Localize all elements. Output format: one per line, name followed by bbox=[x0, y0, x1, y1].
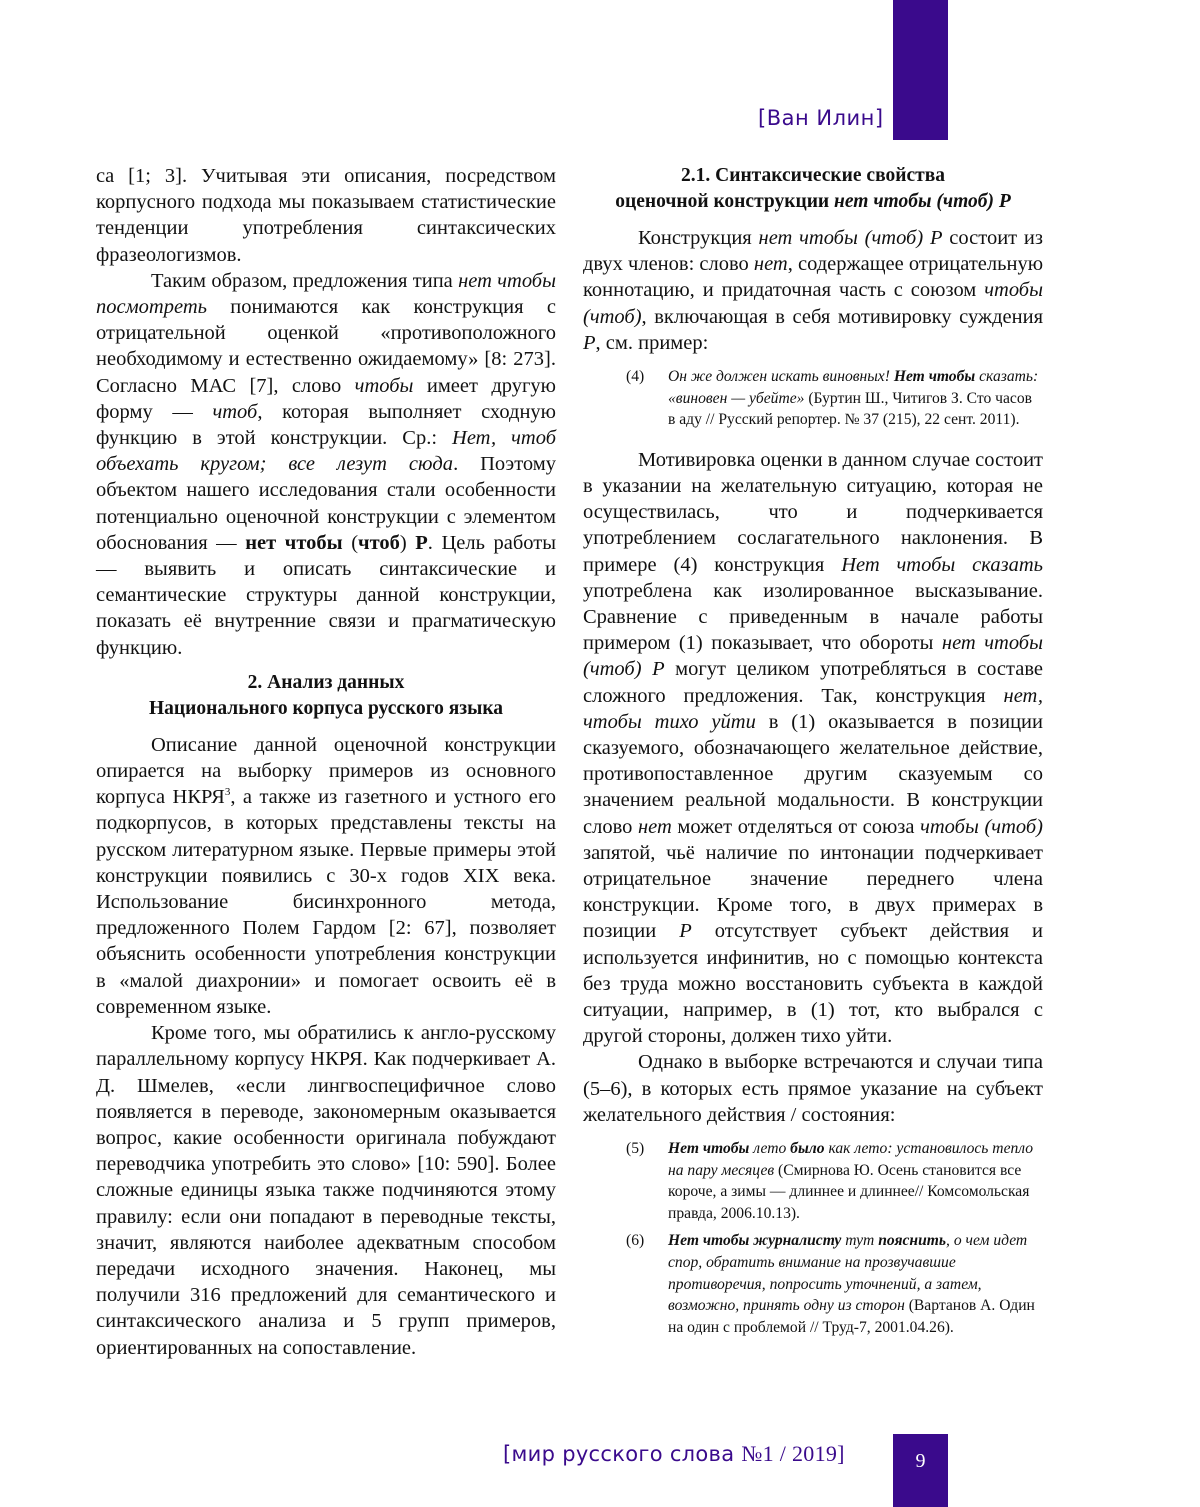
paragraph: Мотивировка оценки в данном случае состоит в указании на желательную ситуацию, которая не осуществилась, что и подчеркивается употреблением сослагательного наклонения. В примере (4) конструкция Нет чтобы сказать употреблена как изолированное высказывание. Сравнение с приведенным в начале работы примером (1) показывает, что обороты нет чтобы (чтоб) P могут целиком употребляться в составе сложного предложения. Так, конструкция нет, чтобы тихо уйти в (1) оказывается в позиции сказуемого, обозначающего желательное действие, противопоставленное другим сказуемым со значением реальной модальности. В конструкции слово нет может отделяться от союза чтобы (чтоб) запятой, чьё наличие по интонации подчеркивает отрицательное значение переднего члена конструкции. Кроме того, в двух примерах в позиции P отсутствует субъект действия и используется инфинитив, но с помощью контекста без труда можно восстановить субъекта в каждой ситуации, например, в (1) тот, кто выбрался с другой стороны, должен тихо уйти. bbox=[583, 448, 1044, 1048]
example-text: Он же должен искать виновных! Нет чтобы сказать: «виновен — убейте» (Буртин Ш., Читигов З. Сто часов в аду // Русский репортер. № 37 (215), 22 сент. 2011). bbox=[668, 368, 1039, 429]
paragraph: Описание данной оценочной конструкции опирается на выборку примеров из основного корпуса НКРЯ$^3$, а также из газетного и устного его подкорпусов, в которых представлены тексты на русском литературном языке. Первые примеры этой конструкции появились с 30-х годов XIX века. Использование бисинхронного метода, предложенного Полем Гардом [2: 67], позволяет объяснить особенности употребления конструкции в «малой диахронии» и помогает освоить её в современном языке. bbox=[96, 733, 556, 1018]
paragraph: Кроме того, мы обратились к англо-русскому параллельному корпусу НКРЯ. Как подчеркивает А. Д. Шмелев, «если лингвоспецифичное слово появляется в переводе, закономерным оказывается вопрос, какие особенности оригинала побуждают переводчика употребить это слово» [10: 590]. Более сложные единицы языка также подчиняются этому правилу: если они попадают в переводные тексты, значит, являются наиболее адекватным способом передачи исходного значения. Наконец, мы получили 316 предложений для семантического и синтаксического анализа и 5 групп примеров, ориентированных на сопоставление. bbox=[96, 1022, 556, 1359]
paragraph: Таким образом, предложения типа нет чтобы посмотреть понимаются как конструкция с отрицательной оценкой «противоположного необходимому и естественно ожидаемому» [8: 273]. Согласно МАС [7], слово чтобы имеет другую форму — чтоб, которая выполняет сходную функцию в этой конструкции. Ср.: Нет, чтоб объехать кругом; все лезут сюда. Поэтому объектом нашего исследования стали особенности потенциально оценочной конструкции с элементом обоснования — нет чтобы (чтоб) P. Цель работы — выявить и описать синтаксические и семантические структуры данной конструкции, показать её внутренние связи и прагматическую функцию. bbox=[96, 269, 557, 659]
page-number-tab bbox=[893, 1434, 948, 1507]
example-block bbox=[583, 1138, 1043, 1338]
section-heading-2-1: 2.1. Синтаксические свойства оценочной конструкции нет чтобы (чтоб) P bbox=[615, 165, 1011, 212]
example-block bbox=[583, 366, 1043, 431]
top-accent-tab bbox=[893, 0, 948, 140]
example-text: Нет чтобы лето было как лето: установилось тепло на пару месяцев (Смирнова Ю. Осень становится все короче, а зимы — длиннее и длиннее// Комсомольская правда, 2006.10.13). bbox=[668, 1140, 1034, 1222]
right-column bbox=[583, 163, 1043, 1344]
paragraph: Однако в выборке встречаются и случаи типа (5–6), в которых есть прямое указание на субъект желательного действия / состояния: bbox=[583, 1051, 1043, 1126]
example-6 bbox=[626, 1230, 1043, 1338]
example-5 bbox=[626, 1138, 1043, 1224]
journal-title: [мир русского слова bbox=[503, 1442, 735, 1466]
paragraph-continuation: ca [1; 3]. Учитывая эти описания, посредством корпусного подхода мы показываем статистические тенденции употребления синтаксических фразеологизмов. bbox=[96, 165, 556, 266]
page-number: 9 bbox=[915, 1450, 926, 1472]
example-text: Нет чтобы журналисту тут пояснить, о чем идет спор, обратить внимание на прозвучавшие противоречия, попросить уточнений, а затем, возможно, принять одну из сторон (Вартанов А. Один на один с проблемой // Труд-7, 2001.04.26). bbox=[668, 1232, 1035, 1336]
example-number: (6) bbox=[626, 1232, 645, 1250]
paragraph: Конструкция нет чтобы (чтоб) P состоит из двух членов: слово нет, содержащее отрицательную коннотацию, и придаточная часть с союзом чтобы (чтоб), включающая в себя мотивировку суждения P, см. пример: bbox=[583, 227, 1044, 354]
left-column bbox=[96, 163, 556, 1361]
example-number: (5) bbox=[626, 1140, 645, 1158]
journal-footer bbox=[503, 1441, 845, 1467]
section-heading-2: 2. Анализ данных Национального корпуса русского языка bbox=[148, 671, 504, 719]
running-header-author: [Ван Илин] bbox=[758, 106, 884, 130]
journal-issue: №1 / 2019] bbox=[741, 1441, 845, 1466]
example-4 bbox=[626, 366, 1043, 431]
example-number: (4) bbox=[626, 368, 645, 386]
